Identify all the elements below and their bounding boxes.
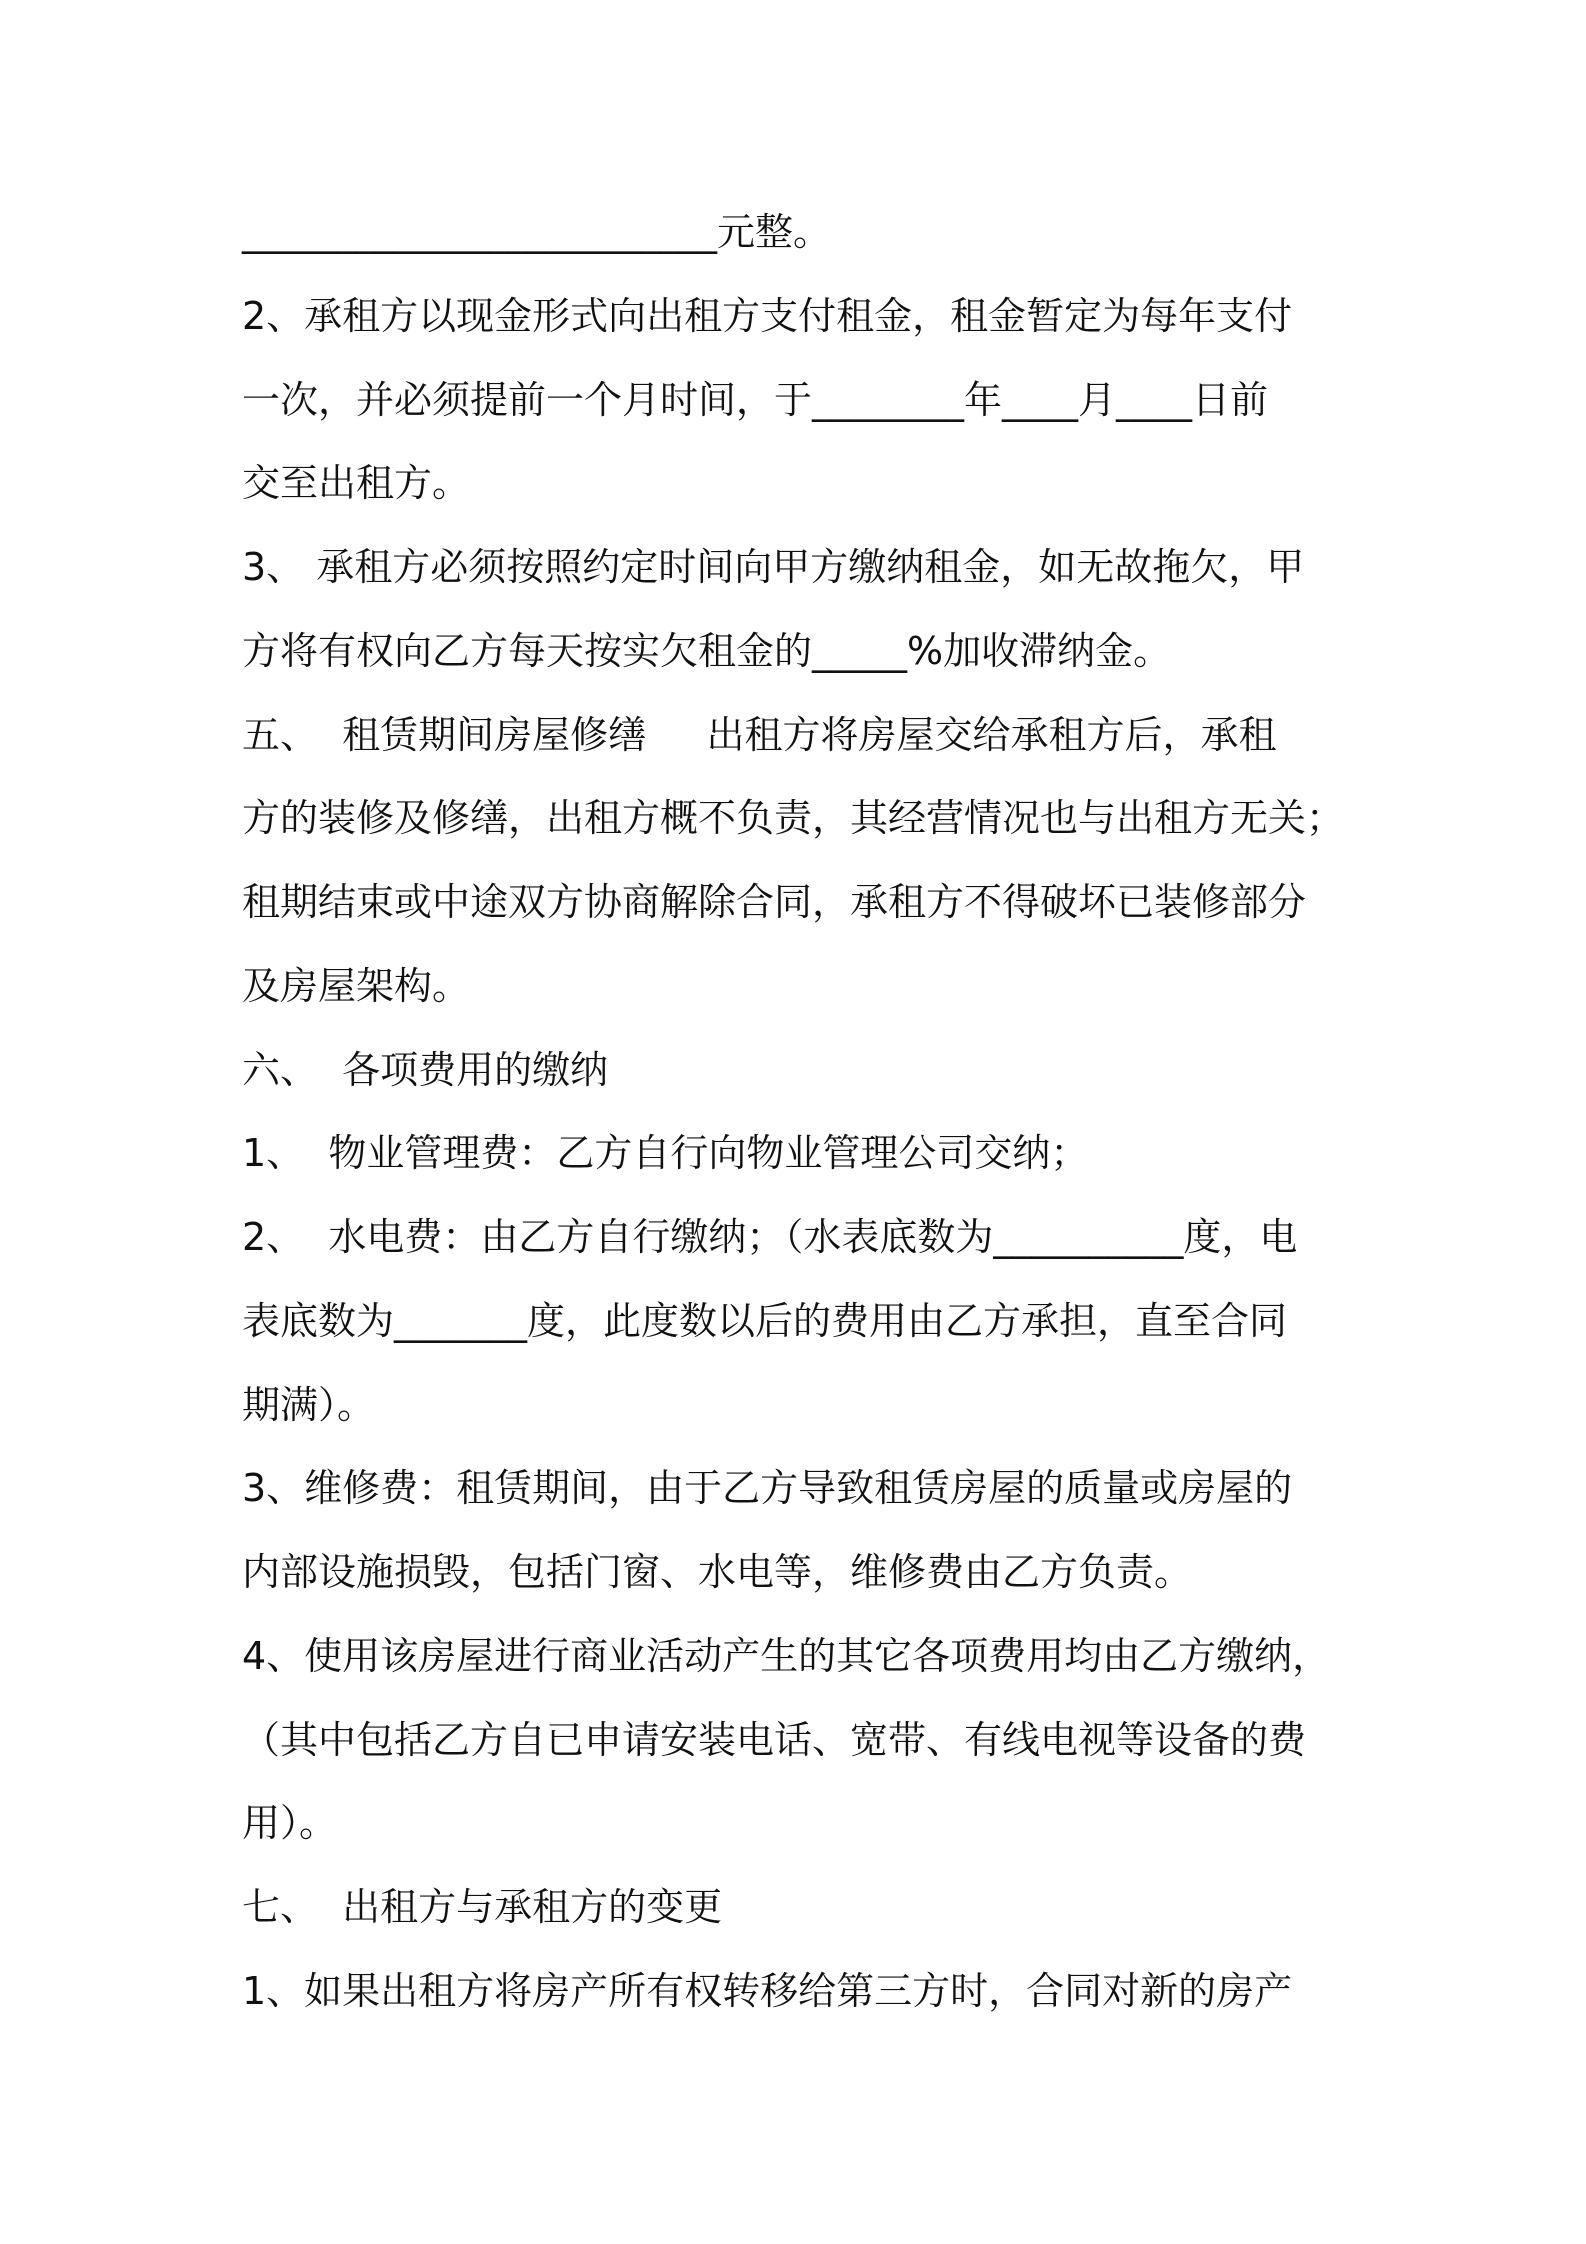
text-line: 1、如果出租方将房产所有权转移给第三方时，合同对新的房产 [242,1969,1293,2013]
section-heading: 七、 出租方与承租方的变更 [242,1885,723,1929]
text-line: 2、承租方以现金形式向出租方支付租金，租金暂定为每年支付 [242,294,1293,338]
section-heading-line: 五、 租赁期间房屋修缮 出租方将房屋交给承租方后，承租 [242,713,1277,757]
text-line: 1、 物业管理费：乙方自行向物业管理公司交纳； [242,1131,1089,1175]
text-line: 方将有权向乙方每天按实欠租金的_____%加收滞纳金。 [242,629,1172,673]
text-line: 3、 承租方必须按照约定时间向甲方缴纳租金，如无故拖欠，甲 [242,545,1305,589]
text-line: 表底数为_______度，此度数以后的费用由乙方承担，直至合同 [242,1299,1288,1343]
text-line: （其中包括乙方自已申请安装电话、宽带、有线电视等设备的费 [242,1718,1307,1762]
text-line: 交至出租方。 [242,461,471,505]
text-line: 4、使用该房屋进行商业活动产生的其它各项费用均由乙方缴纳， [242,1634,1331,1678]
text-line: _________________________元整。 [242,210,832,254]
text-line: 用）。 [242,1801,338,1845]
text-line: 一次，并必须提前一个月时间，于________年____月____日前 [242,378,1269,422]
text-line: 内部设施损毁，包括门窗、水电等，维修费由乙方负责。 [242,1550,1193,1594]
text-line: 租期结束或中途双方协商解除合同，承租方不得破坏已装修部分 [242,880,1307,924]
text-line: 及房屋架构。 [242,964,471,1008]
text-line: 期满）。 [242,1383,376,1427]
text-line: 2、 水电费：由乙方自行缴纳；（水表底数为__________度，电 [242,1215,1298,1259]
section-heading: 六、 各项费用的缴纳 [242,1048,609,1092]
text-line: 3、维修费：租赁期间，由于乙方导致租赁房屋的质量或房屋的 [242,1466,1293,1510]
text-line: 方的装修及修缮，出租方概不负责，其经营情况也与出租方无关； [242,796,1345,840]
